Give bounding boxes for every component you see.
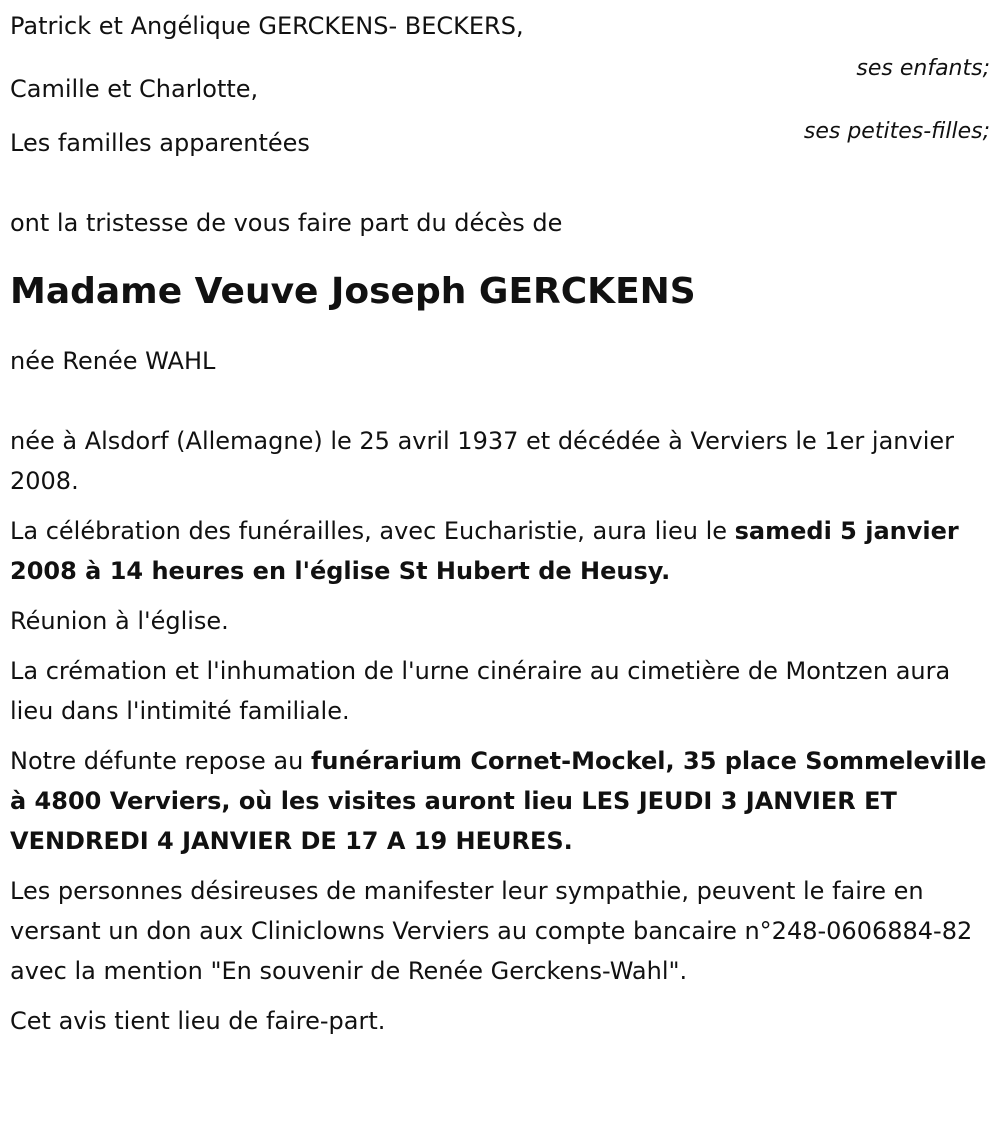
donation-info: Les personnes désireuses de manifester leur sympathie, peuvent le faire en versant un don aux Cliniclowns Verviers au compte bancaire n°248-0606884-82 avec la mention "En souvenir de Renée Gerckens-Wahl".	[10, 877, 973, 985]
birth-name: née Renée WAHL	[10, 347, 216, 375]
reunion-info: Réunion à l'église.	[10, 607, 229, 635]
funeral-date-place: samedi 5 janvier 2008 à 14 heures en l'église St Hubert de Heusy.	[10, 517, 959, 585]
visitation-text: Notre défunte repose au	[10, 747, 311, 775]
funeral-text: La célébration des funérailles, avec Eucharistie, aura lieu le	[10, 517, 735, 545]
cremation-info: La crémation et l'inhumation de l'urne cinéraire au cimetière de Montzen aura lieu dans l'intimité familiale.	[10, 657, 951, 725]
visitation-info	[10, 741, 990, 861]
visitation-details: funérarium Cornet-Mockel, 35 place Sommeleville à 4800 Verviers, où les visites auront lieu LES JEUDI 3 JANVIER ET VENDREDI 4 JANVIER DE 17 A 19 HEURES.	[10, 747, 987, 855]
children-role: ses enfants;	[856, 56, 990, 81]
family-row-children	[10, 0, 990, 81]
related-families: Les familles apparentées	[10, 129, 310, 157]
deceased-name: Madame Veuve Joseph GERCKENS	[10, 271, 696, 312]
funeral-info	[10, 511, 990, 591]
closing-note: Cet avis tient lieu de faire-part.	[10, 1007, 386, 1035]
grandchildren-names: Camille et Charlotte,	[10, 75, 259, 103]
children-names: Patrick et Angélique GERCKENS- BECKERS,	[10, 12, 524, 40]
birth-death-dates: née à Alsdorf (Allemagne) le 25 avril 1937 et décédée à Verviers le 1er janvier 2008.	[10, 427, 955, 495]
obituary-notice	[10, 0, 990, 1051]
announcement-intro: ont la tristesse de vous faire part du décès de	[10, 209, 563, 237]
grandchildren-role: ses petites-filles;	[803, 119, 990, 144]
